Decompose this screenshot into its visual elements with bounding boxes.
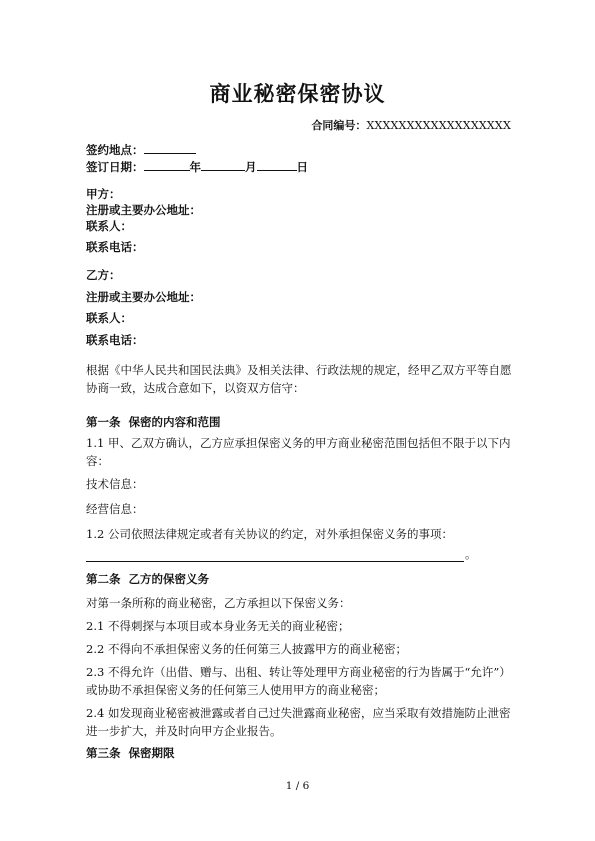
party-a-contact-label: 联系人： (86, 219, 132, 233)
article-1-clause-1: 1.1 甲、乙双方确认，乙方应承担保密义务的甲方商业秘密范围包括但不限于以下内容： (86, 436, 511, 468)
business-info-label: 经营信息： (86, 502, 144, 516)
month-blank (201, 159, 245, 171)
preamble-paragraph: 根据《中华人民共和国民法典》及相关法律、行政法规的规定，经甲乙双方平等自愿协商一致，达成合意如下，以资双方信守： (86, 363, 512, 395)
day-label: 日 (296, 160, 308, 174)
party-a-phone-label: 联系电话： (86, 240, 144, 254)
article-3-heading (86, 745, 175, 761)
page-number: 1 / 6 (285, 780, 310, 792)
sign-place-blank (144, 142, 196, 154)
article-3-number: 第三条 (86, 746, 121, 760)
year-blank (144, 159, 190, 171)
article-2-clause-1: 2.1 不得刺探与本项目或本身业务无关的商业秘密； (86, 619, 350, 633)
article-2-title: 乙方的保密义务 (128, 572, 209, 586)
article-1-end-mark: 。 (465, 547, 477, 561)
party-b-contact-label: 联系人： (86, 311, 132, 325)
article-2-intro: 对第一条所称的商业秘密，乙方承担以下保密义务： (86, 596, 351, 610)
year-label: 年 (189, 160, 201, 174)
sign-date-label: 签订日期： (86, 160, 144, 174)
party-b-address-label: 注册或主要办公地址： (86, 290, 201, 304)
article-1-number: 第一条 (86, 415, 121, 429)
article-2-number: 第二条 (86, 572, 121, 586)
sign-place-label: 签约地点： (86, 143, 144, 157)
month-label: 月 (245, 160, 257, 174)
sign-place-line (86, 142, 196, 158)
article-2-clause-3: 2.3 不得允许（出借、赠与、出租、转让等处理甲方商业秘密的行为皆属于“允许”）或协助不承担保密义务的任何第三人使用甲方的商业秘密； (86, 665, 511, 697)
day-blank (257, 159, 297, 171)
document-title: 商业秘密保密协议 (209, 82, 386, 106)
article-3-title: 保密期限 (128, 746, 175, 760)
contract-number-value: XXXXXXXXXXXXXXXXXX (366, 119, 511, 132)
tech-info-label: 技术信息： (86, 477, 144, 491)
article-2-heading (86, 571, 209, 587)
contract-number-label: 合同编号： (311, 119, 367, 132)
party-b-label: 乙方： (86, 268, 121, 282)
party-a-address-label: 注册或主要办公地址： (86, 203, 201, 217)
article-2-clause-4: 2.4 如发现商业秘密被泄露或者自己过失泄露商业秘密，应当采取有效措施防止泄密进一步扩大，并及时向甲方企业报告。 (86, 706, 511, 738)
article-1-clause-2: 1.2 公司依照法律规定或者有关协议的约定，对外承担保密义务的事项： (86, 527, 453, 541)
contract-number (311, 117, 511, 133)
article-1-title: 保密的内容和范围 (128, 415, 221, 429)
sign-date-line (86, 159, 308, 175)
article-2-clause-2: 2.2 不得向不承担保密义务的任何第三人披露甲方的商业秘密； (86, 642, 407, 656)
article-1-heading (86, 414, 221, 430)
article-1-blank-line (86, 561, 464, 562)
party-b-phone-label: 联系电话： (86, 333, 144, 347)
party-a-label: 甲方： (86, 187, 121, 201)
